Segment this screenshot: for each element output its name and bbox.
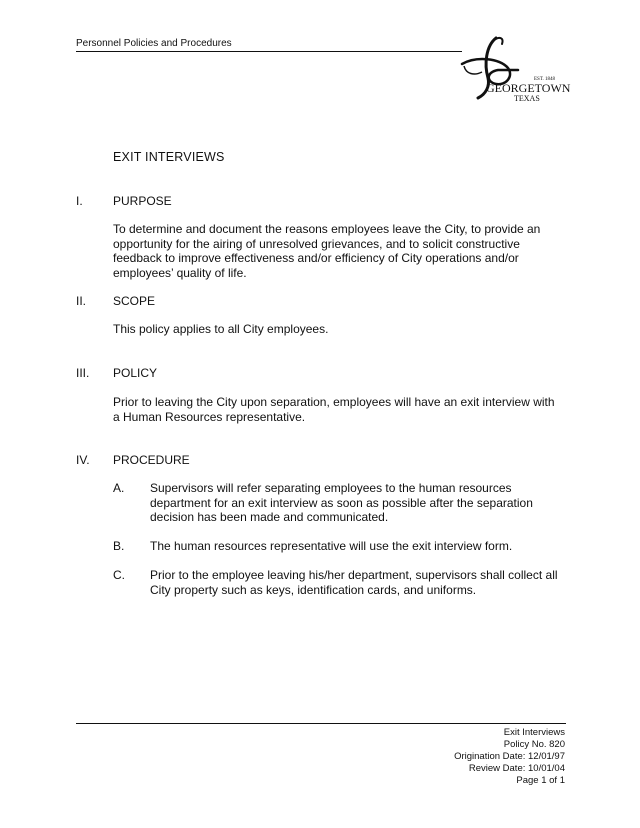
footer-origination-date: Origination Date: 12/01/97 bbox=[454, 751, 565, 762]
georgetown-g-mark-icon bbox=[456, 34, 576, 106]
footer-rule bbox=[76, 723, 566, 724]
section-paragraph: This policy applies to all City employees. bbox=[113, 322, 329, 336]
section-paragraph: To determine and document the reasons employees leave the City, to provide an opportunity for the airing of unresolved grievances, and to solicit constructive feedback to improve effectiveness and/or efficiency of City operations and/or employees’ quality of life. bbox=[113, 222, 541, 280]
procedure-item-letter: A. bbox=[113, 481, 125, 495]
section-heading: POLICY bbox=[113, 366, 158, 380]
section-number: IV. bbox=[76, 453, 90, 467]
section-number: III. bbox=[76, 366, 90, 380]
svg-text:GEORGETOWN: GEORGETOWN bbox=[486, 81, 571, 95]
running-header: Personnel Policies and Procedures bbox=[76, 38, 232, 49]
header-rule bbox=[76, 51, 462, 52]
procedure-item-text: Supervisors will refer separating employees to the human resources department for an exit interview as soon as possible after the separation decision has been made and communicated. bbox=[150, 481, 533, 524]
section-number: I. bbox=[76, 194, 83, 208]
footer-policy-title: Exit Interviews bbox=[503, 727, 565, 738]
footer-policy-number: Policy No. 820 bbox=[503, 739, 565, 750]
svg-text:TEXAS: TEXAS bbox=[514, 94, 540, 103]
procedure-item-text: The human resources representative will use the exit interview form. bbox=[150, 539, 513, 553]
procedure-item-letter: C. bbox=[113, 568, 125, 582]
section-heading: PURPOSE bbox=[113, 194, 172, 208]
procedure-item-text: Prior to the employee leaving his/her department, supervisors shall collect all City property such as keys, identification cards, and uniforms. bbox=[150, 568, 558, 597]
procedure-item-letter: B. bbox=[113, 539, 125, 553]
footer-review-date: Review Date: 10/01/04 bbox=[468, 763, 565, 774]
footer-page-number: Page 1 of 1 bbox=[516, 775, 565, 786]
section-heading: SCOPE bbox=[113, 294, 156, 308]
georgetown-logo bbox=[456, 34, 576, 106]
document-title: EXIT INTERVIEWS bbox=[113, 150, 225, 164]
svg-text:EST. 1848: EST. 1848 bbox=[534, 77, 556, 82]
footer-info bbox=[454, 727, 565, 787]
section-heading: PROCEDURE bbox=[113, 453, 190, 467]
section-number: II. bbox=[76, 294, 87, 308]
section-paragraph: Prior to leaving the City upon separation, employees will have an exit interview with a Human Resources representative. bbox=[113, 395, 555, 424]
